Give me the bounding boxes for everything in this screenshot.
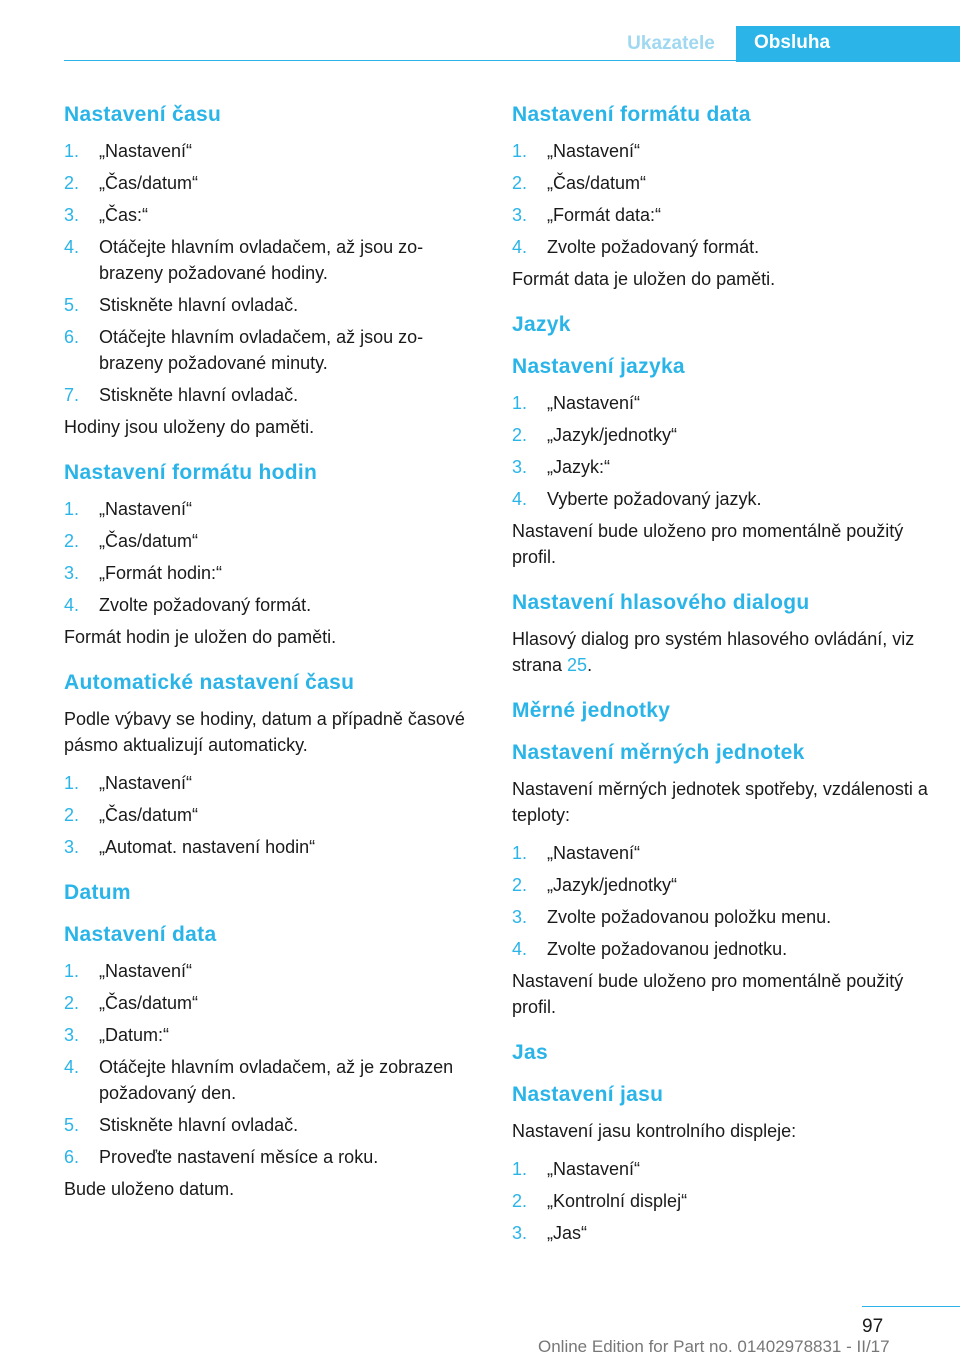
step-list <box>512 390 932 512</box>
step-number: 1. <box>512 843 528 863</box>
step-number: 2. <box>64 531 80 551</box>
step-text: „Čas:“ <box>99 205 148 225</box>
step-number: 3. <box>512 1223 528 1243</box>
list-item <box>512 1188 932 1214</box>
list-item <box>512 840 932 866</box>
step-number: 3. <box>512 205 528 225</box>
step-text: Stiskněte hlavní ovladač. <box>99 295 299 315</box>
step-text: „Čas/datum“ <box>99 173 199 193</box>
list-item <box>512 1156 932 1182</box>
step-text: „Nastavení“ <box>99 141 193 161</box>
list-item <box>64 170 474 196</box>
note: Formát hodin je uložen do paměti. <box>64 627 337 647</box>
step-text: Otáčejte hlavním ovladačem, až jsou zobrazeny požadované hodiny. <box>99 237 424 283</box>
step-text: „Nastavení“ <box>547 843 641 863</box>
step-text: „Nastavení“ <box>547 141 641 161</box>
step-number: 5. <box>64 1115 80 1135</box>
list-item <box>64 496 474 522</box>
section-title: Nastavení času <box>64 103 222 126</box>
left-column <box>64 100 474 1208</box>
note: Formát data je uložen do paměti. <box>512 269 776 289</box>
list-item <box>64 958 474 984</box>
step-list <box>512 840 932 962</box>
right-column <box>512 100 932 1252</box>
section-title: Nastavení jasu <box>512 1083 664 1106</box>
footer-rule <box>862 1306 960 1307</box>
list-item <box>64 990 474 1016</box>
tab-obsluha[interactable]: Obsluha <box>736 26 960 62</box>
list-item <box>64 834 474 860</box>
section-title: Nastavení formátu data <box>512 103 751 126</box>
step-text: Zvolte požadovaný formát. <box>99 595 312 615</box>
step-text: „Formát hodin:“ <box>99 563 223 583</box>
step-text: „Nastavení“ <box>99 499 193 519</box>
step-number: 2. <box>512 173 528 193</box>
step-text: Proveďte nastavení měsíce a roku. <box>99 1147 379 1167</box>
step-text: „Nastavení“ <box>99 773 193 793</box>
step-text: „Automat. nastavení hodin“ <box>99 837 316 857</box>
list-item <box>512 202 932 228</box>
step-number: 4. <box>512 237 528 257</box>
step-number: 2. <box>64 805 80 825</box>
list-item <box>64 560 474 586</box>
list-item <box>64 292 474 318</box>
step-number: 7. <box>64 385 80 405</box>
step-text: Zvolte požadovanou položku menu. <box>547 907 832 927</box>
step-text: Otáčejte hlavním ovladačem, až jsou zobrazeny požadované minuty. <box>99 327 424 373</box>
step-text: „Jazyk/jednotky“ <box>547 875 678 895</box>
step-list <box>64 138 474 408</box>
step-number: 3. <box>512 907 528 927</box>
step-text: „Čas/datum“ <box>99 993 199 1013</box>
step-number: 1. <box>512 1159 528 1179</box>
step-text: „Jazyk:“ <box>547 457 610 477</box>
step-number: 3. <box>64 837 80 857</box>
list-item <box>512 1220 932 1246</box>
step-number: 2. <box>512 1191 528 1211</box>
list-item <box>64 1022 474 1048</box>
step-text: „Jas“ <box>547 1223 587 1243</box>
page-link[interactable]: 25 <box>567 655 588 675</box>
step-text: „Nastavení“ <box>99 961 193 981</box>
step-text: Otáčejte hlavním ovladačem, až je zobrazen požadovaný den. <box>99 1057 454 1103</box>
step-list <box>64 958 474 1170</box>
list-item <box>512 936 932 962</box>
edition-note: Online Edition for Part no. 01402978831 - II/17 <box>538 1337 890 1356</box>
section-title: Automatické nastavení času <box>64 671 355 694</box>
list-item <box>512 138 932 164</box>
step-number: 2. <box>512 875 528 895</box>
list-item <box>512 234 932 260</box>
step-text: „Čas/datum“ <box>99 531 199 551</box>
step-number: 3. <box>512 457 528 477</box>
step-number: 1. <box>64 499 80 519</box>
note: Nastavení bude uloženo pro momentálně použitý profil. <box>512 971 904 1017</box>
list-item <box>64 324 474 376</box>
list-item <box>512 170 932 196</box>
list-item <box>64 202 474 228</box>
list-item <box>512 422 932 448</box>
step-number: 1. <box>64 961 80 981</box>
page-number: 97 <box>862 1316 884 1337</box>
step-text: „Nastavení“ <box>547 1159 641 1179</box>
section-title: Nastavení formátu hodin <box>64 461 318 484</box>
step-text: Stiskněte hlavní ovladač. <box>99 1115 299 1135</box>
section-title: Nastavení měrných jednotek <box>512 741 805 764</box>
step-text: Zvolte požadovaný formát. <box>547 237 760 257</box>
text-end: . <box>587 655 593 675</box>
list-item <box>64 1144 474 1170</box>
list-item <box>64 1054 474 1106</box>
list-item <box>64 1112 474 1138</box>
step-number: 3. <box>64 563 80 583</box>
section-intro: Nastavení měrných jednotek spotřeby, vzdálenosti a teploty: <box>512 779 928 825</box>
step-list <box>512 1156 932 1246</box>
list-item <box>64 528 474 554</box>
note: Nastavení bude uloženo pro momentálně použitý profil. <box>512 521 904 567</box>
chapter-title: Jas <box>512 1041 548 1064</box>
text: Hlasový dialog pro systém hlasového ovládání, viz strana <box>512 629 915 675</box>
step-number: 3. <box>64 1025 80 1045</box>
step-number: 4. <box>64 1057 80 1077</box>
step-list <box>512 138 932 260</box>
chapter-title: Jazyk <box>512 313 571 336</box>
step-text: „Kontrolní displej“ <box>547 1191 688 1211</box>
section-text <box>512 626 932 678</box>
section-title: Nastavení jazyka <box>512 355 685 378</box>
step-number: 1. <box>512 141 528 161</box>
step-number: 1. <box>64 141 80 161</box>
list-item <box>64 802 474 828</box>
section-title: Nastavení data <box>64 923 217 946</box>
chapter-title: Měrné jednotky <box>512 699 671 722</box>
step-number: 5. <box>64 295 80 315</box>
list-item <box>64 382 474 408</box>
step-text: Stiskněte hlavní ovladač. <box>99 385 299 405</box>
list-item <box>64 138 474 164</box>
step-number: 3. <box>64 205 80 225</box>
list-item <box>512 486 932 512</box>
chapter-title: Datum <box>64 881 131 904</box>
list-item <box>64 234 474 286</box>
list-item <box>512 390 932 416</box>
list-item <box>512 454 932 480</box>
section-intro: Podle výbavy se hodiny, datum a případně časové pásmo aktualizují automaticky. <box>64 709 465 755</box>
list-item <box>512 904 932 930</box>
step-number: 4. <box>512 489 528 509</box>
step-text: „Nastavení“ <box>547 393 641 413</box>
section-intro: Nastavení jasu kontrolního displeje: <box>512 1121 797 1141</box>
step-text: „Čas/datum“ <box>99 805 199 825</box>
step-number: 2. <box>64 173 80 193</box>
step-number: 4. <box>512 939 528 959</box>
step-number: 4. <box>64 595 80 615</box>
step-text: Vyberte požadovaný jazyk. <box>547 489 762 509</box>
tab-ukazatele[interactable]: Ukazatele <box>627 33 715 54</box>
list-item <box>64 770 474 796</box>
note: Hodiny jsou uloženy do paměti. <box>64 417 315 437</box>
list-item <box>512 872 932 898</box>
step-text: „Čas/datum“ <box>547 173 647 193</box>
step-number: 1. <box>64 773 80 793</box>
list-item <box>64 592 474 618</box>
step-number: 2. <box>512 425 528 445</box>
step-text: Zvolte požadovanou jednotku. <box>547 939 788 959</box>
step-number: 6. <box>64 327 80 347</box>
step-text: „Datum:“ <box>99 1025 170 1045</box>
step-text: „Jazyk/jednotky“ <box>547 425 678 445</box>
note: Bude uloženo datum. <box>64 1179 235 1199</box>
step-number: 2. <box>64 993 80 1013</box>
step-list <box>64 496 474 618</box>
step-list <box>64 770 474 860</box>
section-title: Nastavení hlasového dialogu <box>512 591 810 614</box>
step-text: „Formát data:“ <box>547 205 662 225</box>
step-number: 1. <box>512 393 528 413</box>
step-number: 6. <box>64 1147 80 1167</box>
step-number: 4. <box>64 237 80 257</box>
